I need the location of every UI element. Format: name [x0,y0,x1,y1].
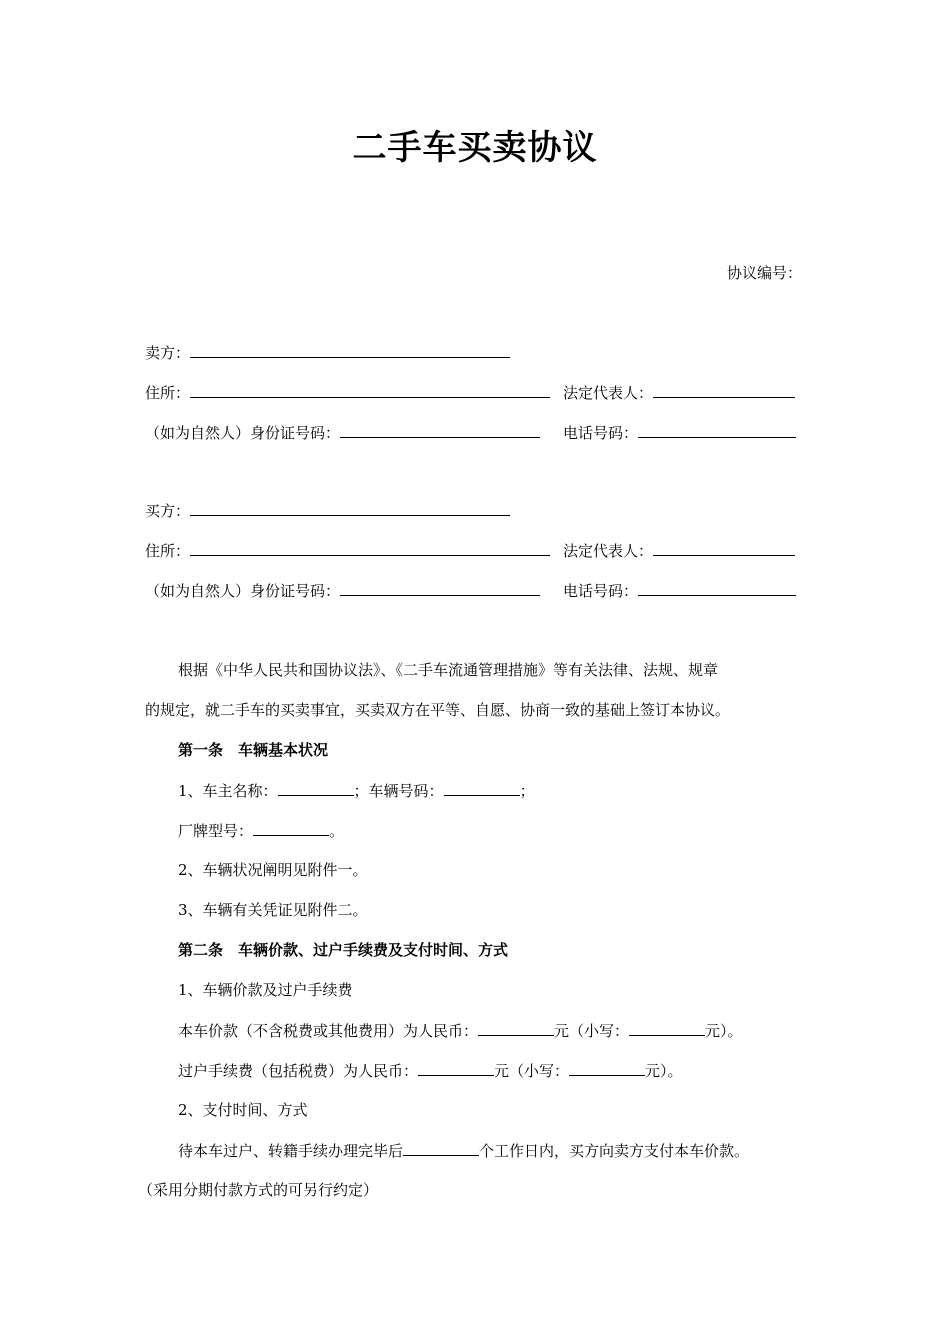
seller-phone-blank[interactable] [638,420,796,438]
plate-number-label: ；车辆号码： [353,782,444,800]
article-2-sub-2: 2、支付时间、方式 [178,1101,308,1119]
price-lowercase-label: 元（小写： [554,1022,630,1040]
article-1-item-3: 3、车辆有关凭证见附件二。 [178,901,368,919]
seller-address-row [145,380,550,404]
buyer-id-label: （如为自然人）身份证号码： [145,582,341,600]
article-1-model [178,818,344,842]
fee-row [178,1058,683,1082]
document-title: 二手车买卖协议 [352,128,598,168]
price-label: 本车价款（不含税费或其他费用）为人民币： [178,1022,479,1040]
seller-rep-row [563,380,795,404]
buyer-rep-label: 法定代表人： [563,542,654,560]
seller-id-blank[interactable] [340,420,540,438]
buyer-name-label: 买方： [145,502,191,520]
preamble-line-1: 根据《中华人民共和国协议法》、《二手车流通管理措施》等有关法律、法规、规章 [178,661,719,679]
preamble-line-2: 的规定，就二手车的买卖事宜，买卖双方在平等、自愿、协商一致的基础上签订本协议。 [145,701,731,719]
fee-end: 元）。 [645,1062,683,1080]
buyer-phone-label: 电话号码： [563,582,639,600]
buyer-id-blank[interactable] [340,578,540,596]
buyer-phone-row [563,578,796,602]
plate-number-blank[interactable] [444,778,520,796]
seller-address-label: 住所： [145,384,191,402]
payment-days-blank[interactable] [403,1138,479,1156]
fee-blank[interactable] [418,1058,494,1076]
seller-address-blank[interactable] [190,380,550,398]
price-lowercase-blank[interactable] [629,1018,705,1036]
buyer-rep-blank[interactable] [653,538,795,556]
item-1-end: ； [519,782,535,800]
price-row [178,1018,743,1042]
fee-lowercase-label: 元（小写： [494,1062,570,1080]
payment-row [178,1138,749,1162]
buyer-address-label: 住所： [145,542,191,560]
seller-phone-label: 电话号码： [563,424,639,442]
payment-note: （采用分期付款方式的可另行约定） [138,1181,379,1199]
seller-id-label: （如为自然人）身份证号码： [145,424,341,442]
buyer-name-blank[interactable] [190,498,510,516]
seller-name-label: 卖方： [145,344,191,362]
seller-rep-blank[interactable] [653,380,795,398]
article-1-item-2: 2、车辆状况阐明见附件一。 [178,861,368,879]
seller-name-row [145,340,510,364]
seller-name-blank[interactable] [190,340,510,358]
owner-name-label: 1、车主名称： [178,782,278,800]
seller-phone-row [563,420,796,444]
buyer-address-row [145,538,550,562]
buyer-address-blank[interactable] [190,538,550,556]
article-2-sub-1: 1、车辆价款及过户手续费 [178,981,353,999]
buyer-rep-row [563,538,795,562]
seller-id-row [145,420,540,444]
article-1-item-1 [178,778,535,802]
fee-label: 过户手续费（包括税费）为人民币： [178,1062,419,1080]
buyer-name-row [145,498,510,522]
buyer-id-row [145,578,540,602]
price-blank[interactable] [478,1018,554,1036]
article-1-heading: 第一条 车辆基本状况 [178,741,329,759]
fee-lowercase-blank[interactable] [569,1058,645,1076]
seller-rep-label: 法定代表人： [563,384,654,402]
price-end: 元）。 [705,1022,743,1040]
model-end: 。 [329,822,345,840]
buyer-phone-blank[interactable] [638,578,796,596]
article-2-heading: 第二条 车辆价款、过户手续费及支付时间、方式 [178,941,509,959]
agreement-number-label: 协议编号： [726,264,802,282]
model-blank[interactable] [253,818,329,836]
owner-name-blank[interactable] [278,778,354,796]
payment-label-end: 个工作日内，买方向卖方支付本车价款。 [479,1142,750,1160]
payment-label: 待本车过户、转籍手续办理完毕后 [178,1142,404,1160]
model-label: 厂牌型号： [178,822,254,840]
